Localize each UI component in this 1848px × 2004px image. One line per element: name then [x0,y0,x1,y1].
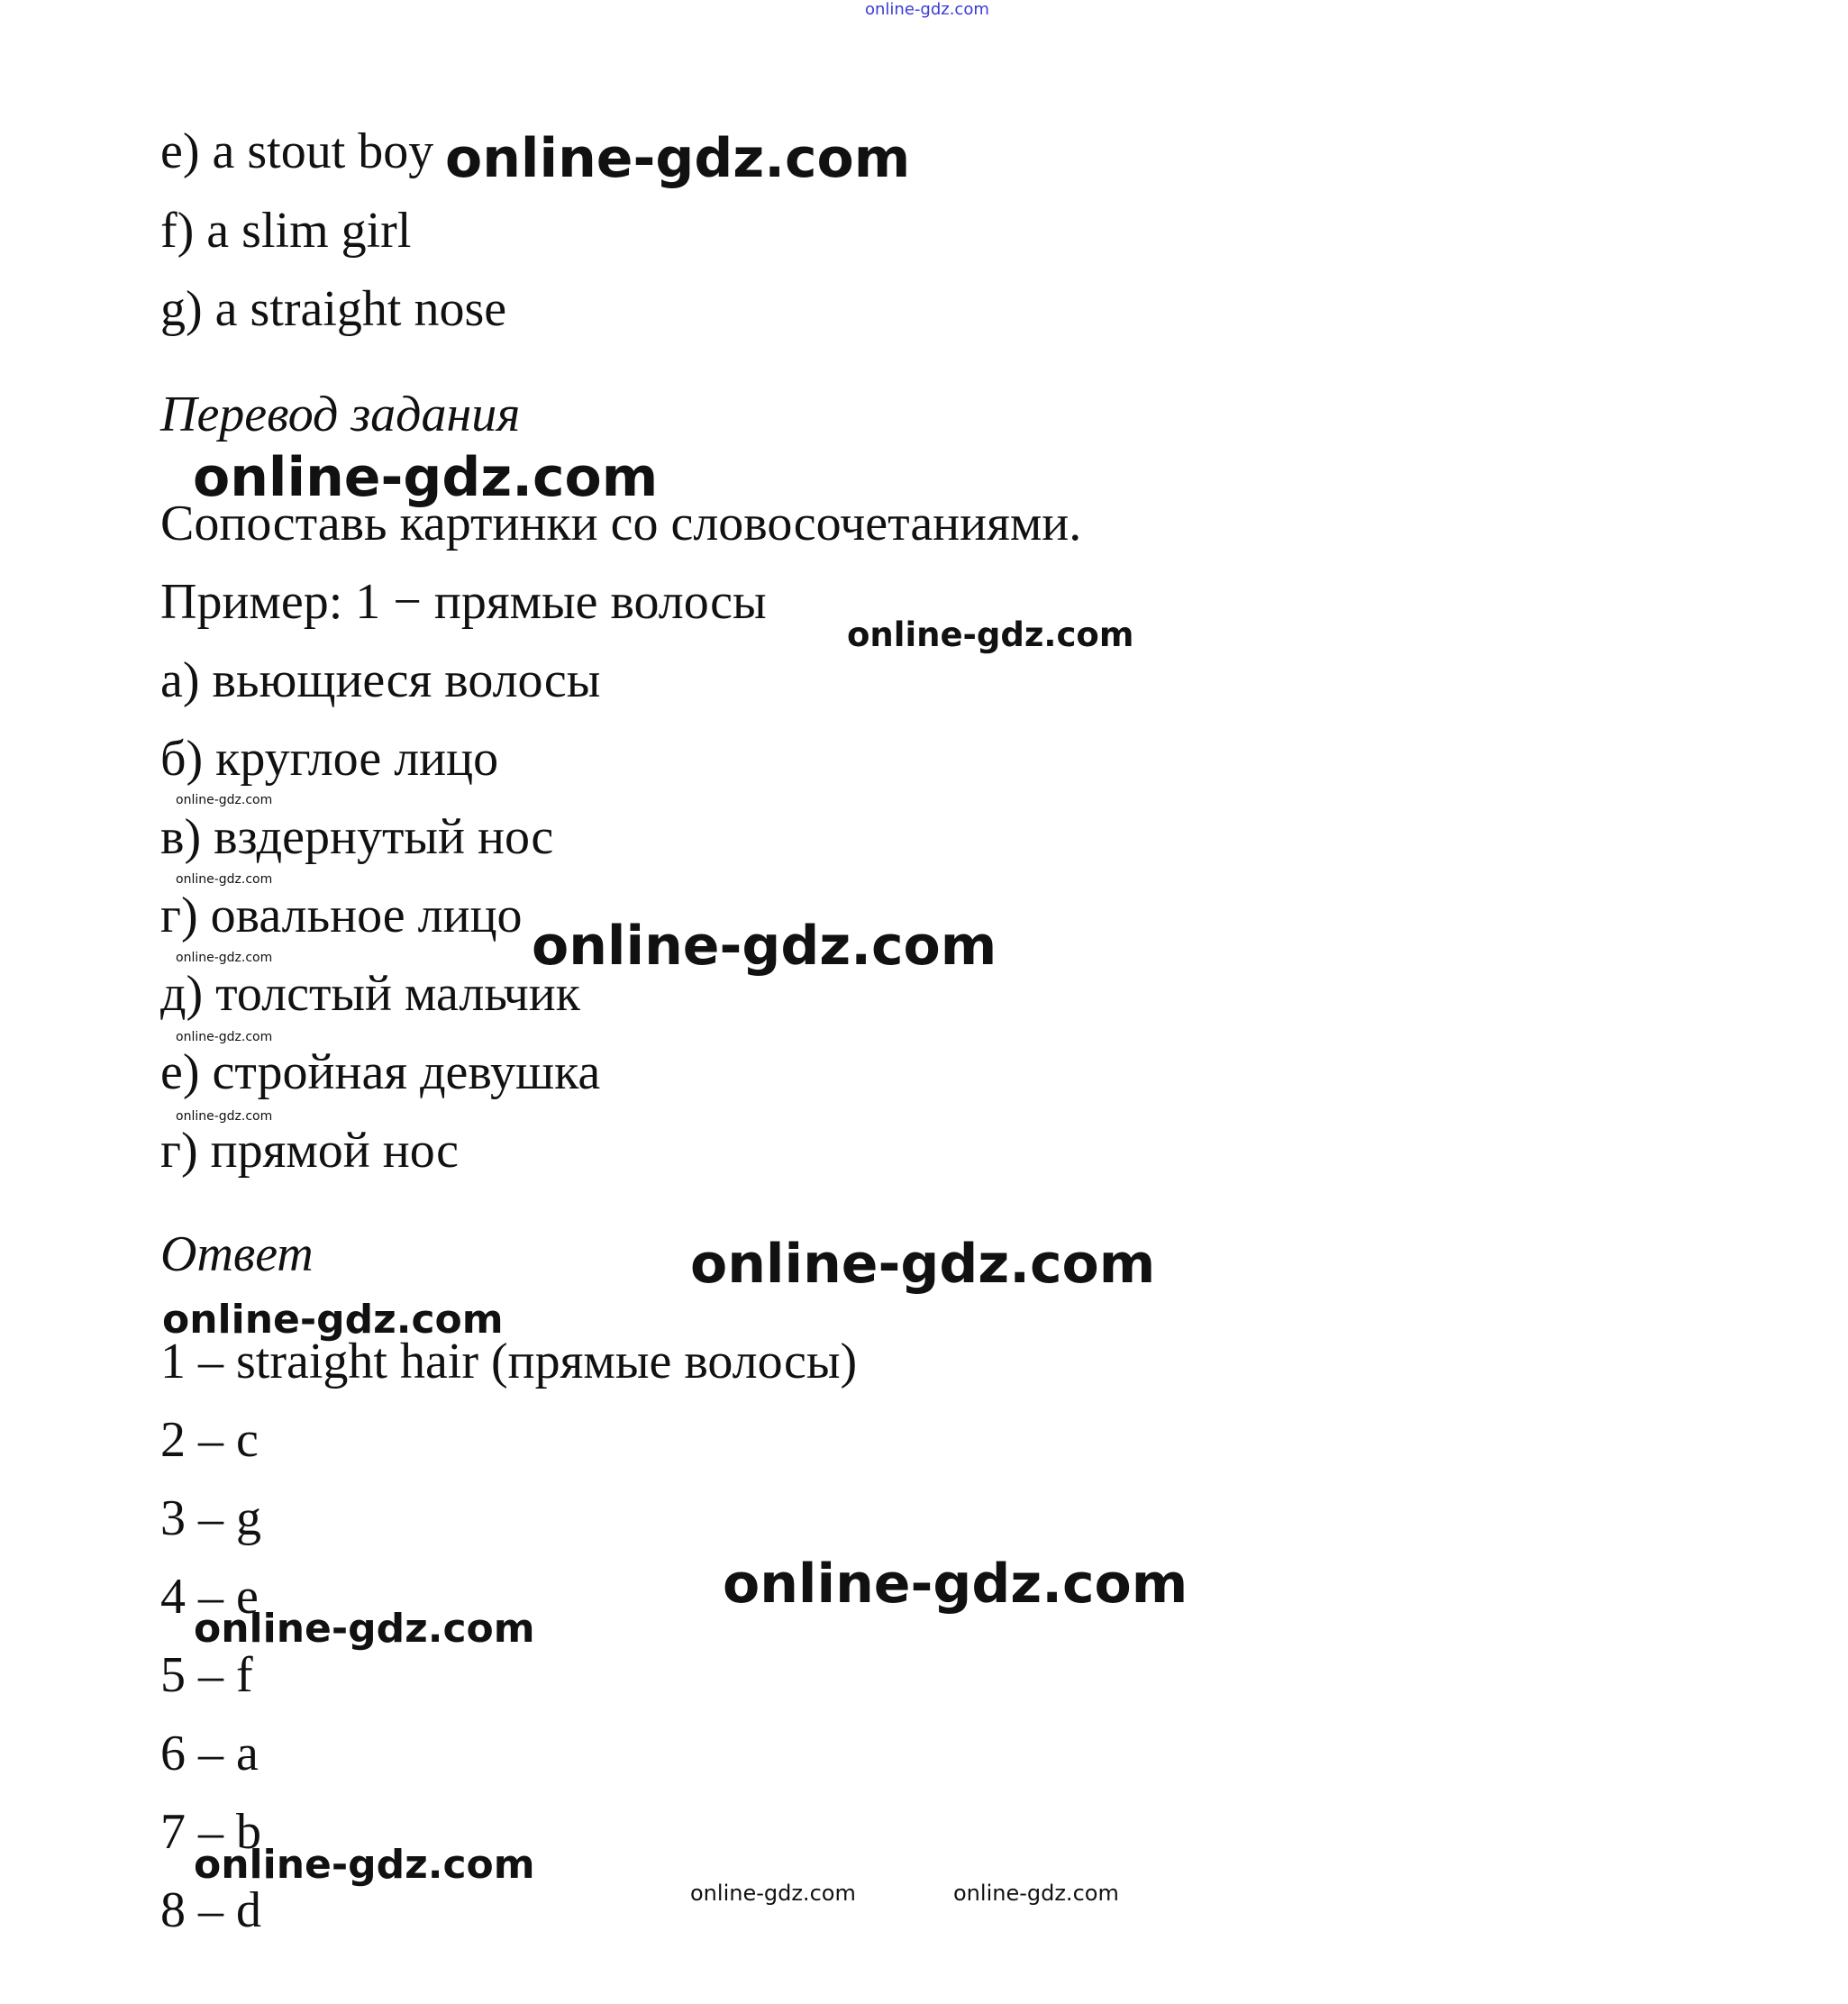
answer-item: 1 – straight hair (прямые волосы) [160,1334,858,1389]
watermark: online-gdz.com [690,1233,1156,1296]
watermark: online-gdz.com [953,1881,1119,1906]
translation-example: Пример: 1 − прямые волосы [160,574,767,630]
watermark: online-gdz.com [847,615,1134,654]
watermark: online-gdz.com [176,1030,273,1044]
watermark: online-gdz.com [690,1881,856,1906]
answer-item: 5 – f [160,1647,253,1703]
watermark: online-gdz.com [532,915,997,978]
answer-item: 4 – e [160,1569,259,1625]
answer-heading: Ответ [160,1226,314,1282]
translation-item: д) толстый мальчик [160,966,580,1022]
answer-item: 8 – d [160,1882,261,1938]
watermark: online-gdz.com [162,1297,504,1343]
translation-heading: Перевод задания [160,387,521,442]
answer-item: 6 – a [160,1726,259,1781]
watermark: online-gdz.com [176,1109,273,1124]
translation-item: г) прямой нос [160,1123,459,1179]
answer-item: 3 – g [160,1490,261,1546]
translation-intro: Сопоставь картинки со словосочетаниями. [160,496,1082,551]
translation-item: в) вздернутый нос [160,809,554,865]
task-line-f: f) a slim girl [160,203,412,259]
task-line-g: g) a straight nose [160,281,507,337]
watermark: online-gdz.com [176,872,273,887]
top-watermark: online-gdz.com [865,0,989,19]
task-line-e: e) a stout boy [160,123,434,179]
watermark: online-gdz.com [194,1842,535,1888]
translation-item: е) стройная девушка [160,1044,601,1100]
watermark: online-gdz.com [176,951,273,965]
watermark: online-gdz.com [194,1606,535,1652]
translation-item: б) круглое лицо [160,731,499,787]
watermark: online-gdz.com [445,127,911,190]
translation-item: а) вьющиеся волосы [160,652,601,708]
translation-item: г) овальное лицо [160,888,523,943]
answer-item: 2 – c [160,1412,259,1468]
answer-item: 7 – b [160,1804,261,1860]
watermark: online-gdz.com [176,793,273,807]
watermark: online-gdz.com [723,1553,1188,1616]
watermark: online-gdz.com [193,446,659,509]
